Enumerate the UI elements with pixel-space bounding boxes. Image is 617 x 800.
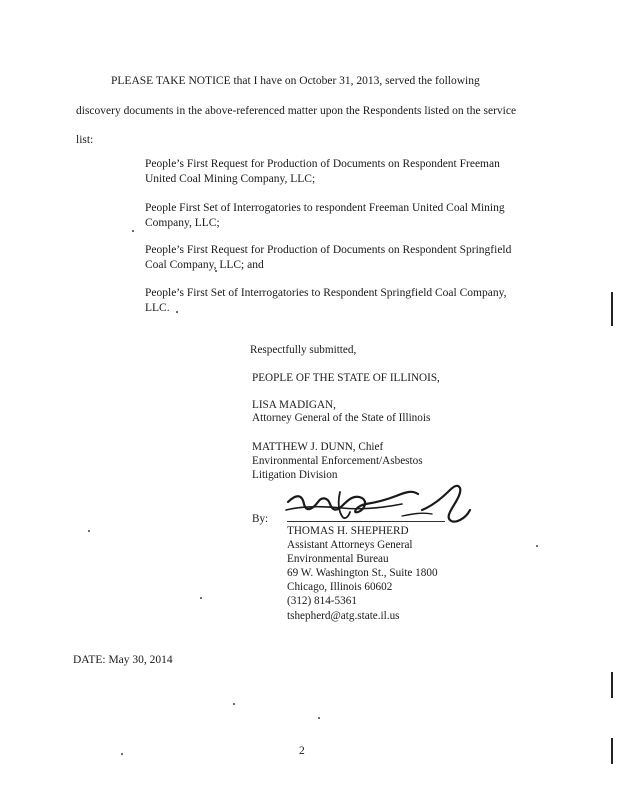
scan-edge-mark bbox=[611, 672, 613, 698]
notice-line-3: list: bbox=[76, 134, 94, 146]
notice-line-2: discovery documents in the above-referenced matter upon the Respondents listed on the service bbox=[76, 105, 517, 117]
scan-speck bbox=[233, 703, 235, 705]
by-label: By: bbox=[252, 513, 269, 525]
document-item bbox=[145, 243, 511, 272]
scan-speck bbox=[536, 545, 538, 547]
document-item-line: United Coal Mining Company, LLC; bbox=[145, 172, 316, 185]
scan-speck bbox=[200, 597, 202, 599]
scan-speck bbox=[88, 530, 90, 532]
chief-title-line-1: Environmental Enforcement/Asbestos bbox=[252, 455, 423, 467]
document-item-line: LLC. bbox=[145, 301, 170, 314]
respectfully-submitted: Respectfully submitted, bbox=[250, 344, 357, 356]
signatory-bureau: Environmental Bureau bbox=[287, 553, 389, 565]
scan-speck bbox=[132, 230, 134, 232]
document-item-line: Coal Company, LLC; and bbox=[145, 258, 264, 271]
signatory-address-line-2: Chicago, Illinois 60602 bbox=[287, 581, 393, 593]
scan-speck bbox=[318, 717, 320, 719]
scan-speck bbox=[215, 270, 217, 272]
signatory-name: THOMAS H. SHEPHERD bbox=[287, 525, 409, 537]
scan-edge-mark bbox=[611, 292, 613, 326]
signatory-title: Assistant Attorneys General bbox=[287, 539, 413, 551]
document-item bbox=[145, 201, 505, 230]
chief-name: MATTHEW J. DUNN, Chief bbox=[252, 441, 384, 453]
attorney-general-title: Attorney General of the State of Illinois bbox=[252, 412, 431, 424]
chief-title-line-2: Litigation Division bbox=[252, 469, 338, 481]
notice-line-1: PLEASE TAKE NOTICE that I have on October 31, 2013, served the following bbox=[111, 75, 480, 87]
signatory-phone: (312) 814-5361 bbox=[287, 595, 357, 607]
party-name: PEOPLE OF THE STATE OF ILLINOIS, bbox=[252, 372, 440, 384]
document-item-line: People’s First Set of Interrogatories to Respondent Springfield Coal Company, bbox=[145, 287, 507, 299]
document-item bbox=[145, 157, 500, 186]
attorney-general-name: LISA MADIGAN, bbox=[252, 399, 336, 411]
signature-underline bbox=[287, 521, 445, 522]
date-line: DATE: May 30, 2014 bbox=[73, 654, 173, 666]
document-item bbox=[145, 286, 506, 315]
signatory-email: tshepherd@atg.state.il.us bbox=[287, 610, 400, 622]
document-item-line: People’s First Request for Production of Documents on Respondent Freeman bbox=[145, 158, 500, 170]
document-item-line: People’s First Request for Production of Documents on Respondent Springfield bbox=[145, 244, 512, 256]
document-item-line: People First Set of Interrogatories to respondent Freeman United Coal Mining bbox=[145, 202, 505, 214]
signatory-address-line-1: 69 W. Washington St., Suite 1800 bbox=[287, 567, 438, 579]
document-item-line: Company, LLC; bbox=[145, 216, 220, 229]
scan-edge-mark bbox=[611, 738, 613, 764]
page-number: 2 bbox=[299, 745, 305, 757]
scan-speck bbox=[176, 311, 178, 313]
scan-speck bbox=[121, 753, 123, 755]
